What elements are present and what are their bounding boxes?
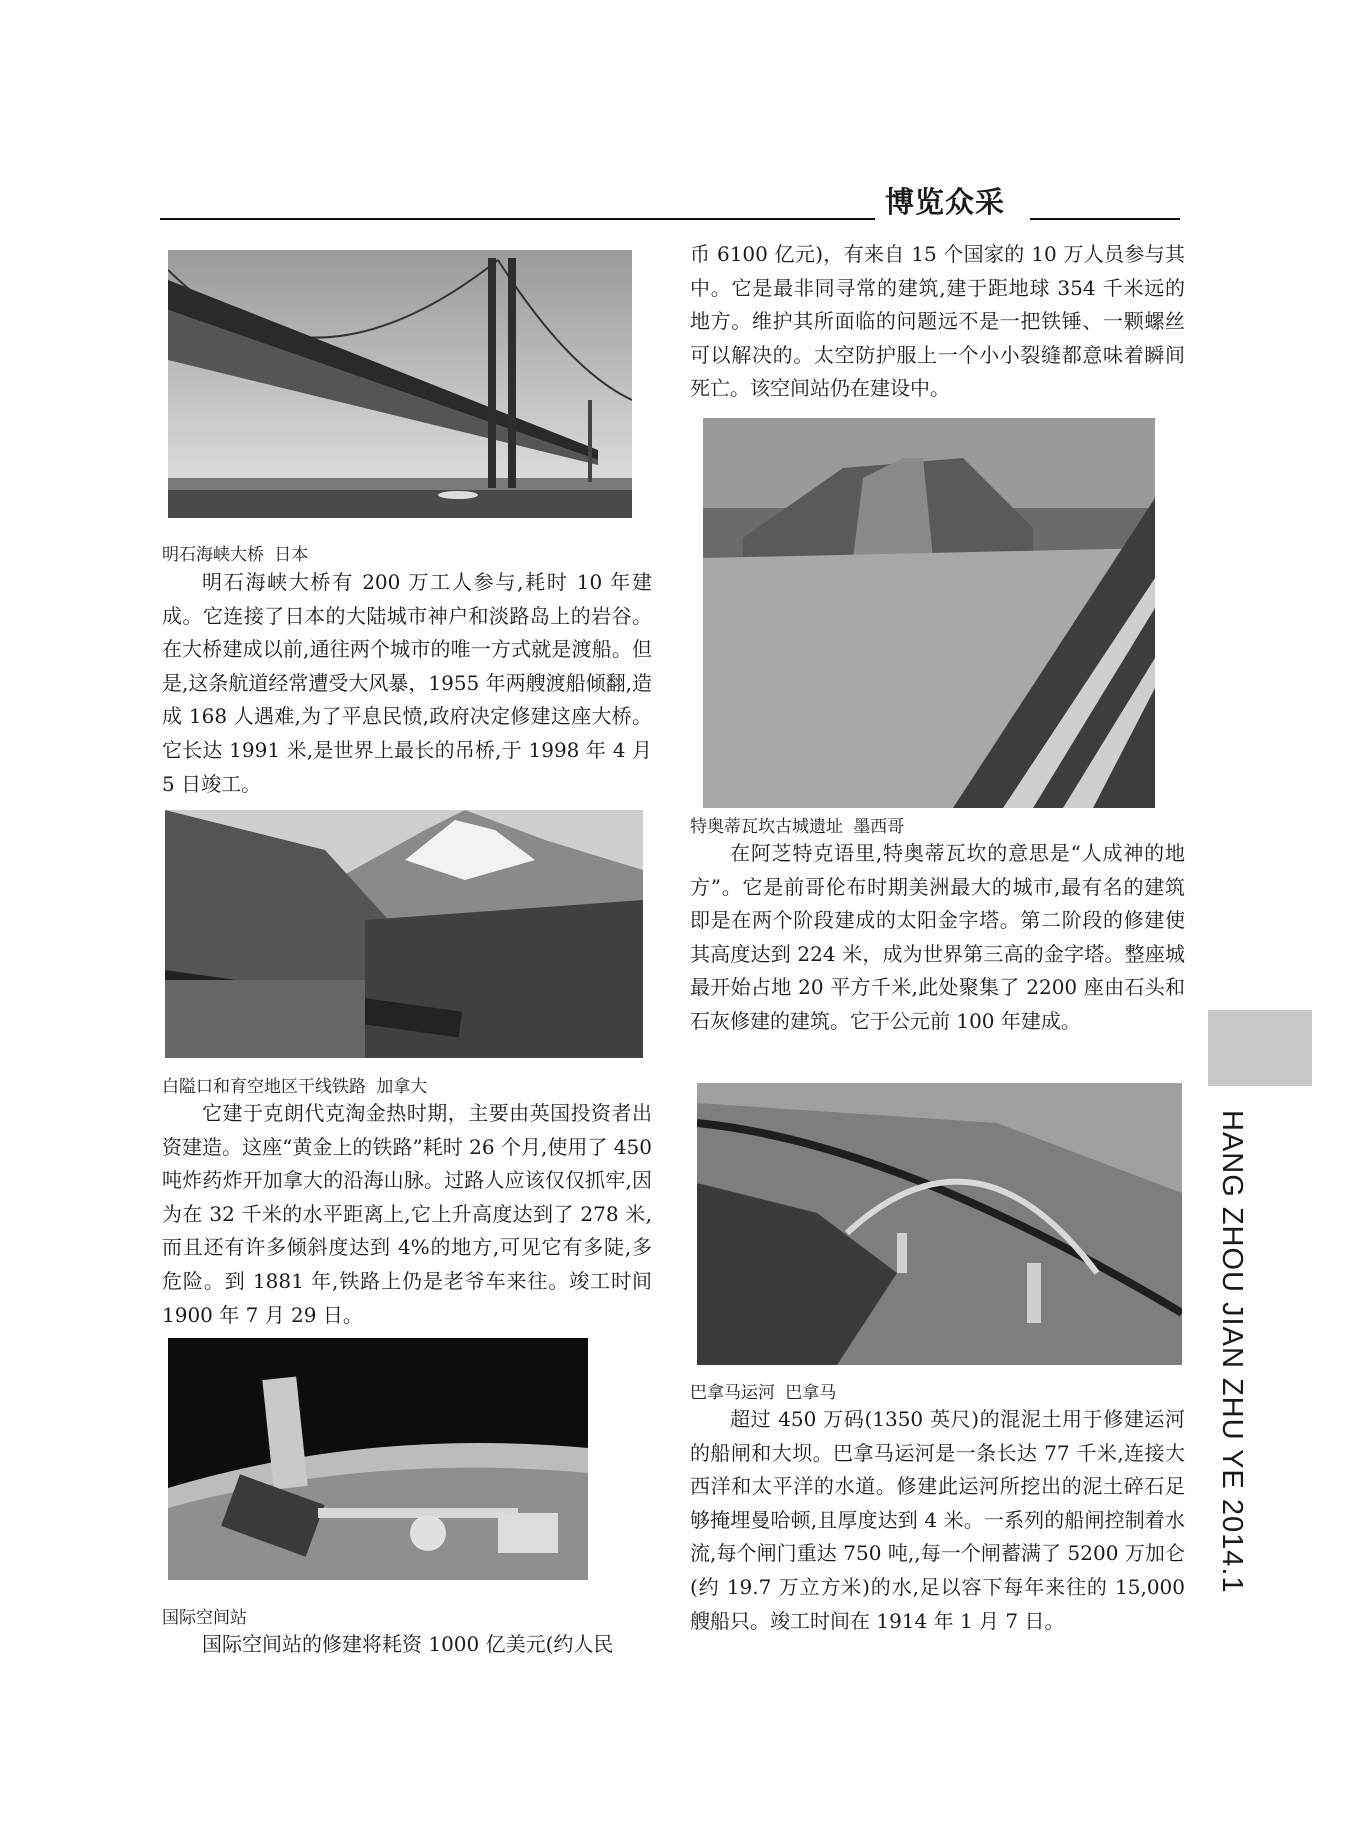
section-title: 博览众采: [884, 185, 1005, 219]
akashi-text: 明石海峡大桥有 200 万工人参与,耗时 10 年建成。它连接了日本的大陆城市神户和淡路岛上的岩谷。在大桥建成以前,通往两个城市的唯一方式就是渡船。但是,这条航道经常遭受大风暴，1955 年两艘渡船倾翻,造成 168 人遇难,为了平息民愤,政府决定修建这座大桥。它长达 1991 米,是世界上最长的吊桥,于 1998 年 4 月 5 日竣工。: [162, 570, 652, 796]
railway-photo: [165, 810, 643, 1058]
railway-text: 它建于克朗代克淘金热时期，主要由英国投资者出资建造。这座“黄金上的铁路”耗时 26 个月,使用了 450 吨炸药炸开加拿大的沿海山脉。过路人应该仅仅抓牢,因为在 32 千米的水平距离上,它上升高度达到了 278 米,而且还有许多倾斜度达到 4%的地方,可见它有多陡,多危险。到 1881 年,铁路上仍是老爷车来往。竣工时间 1900 年 7 月 29 日。: [162, 1101, 652, 1327]
railway-caption: 白隘口和育空地区干线铁路 加拿大: [162, 1077, 428, 1097]
teotihuacan-caption: 特奥蒂瓦坎古城遗址 墨西哥: [690, 817, 905, 837]
teotihuacan-text: 在阿芝特克语里,特奥蒂瓦坎的意思是“人成神的地方”。它是前哥伦布时期美洲最大的城市,最有名的建筑即是在两个阶段建成的太阳金字塔。第二阶段的修建使其高度达到 224 米，成为世界第三高的金字塔。整座城最开始占地 20 平方千米,此处聚集了 2200 座由石头和石灰修建的建筑。它于公元前 100 年建成。: [690, 841, 1185, 1033]
iss-caption: 国际空间站: [162, 1608, 247, 1628]
iss-photo: [168, 1338, 588, 1580]
header-rule-right: [1030, 218, 1180, 220]
iss-text: 国际空间站的修建将耗资 1000 亿美元(约人民: [202, 1632, 614, 1656]
header-rule-left: [160, 218, 875, 220]
akashi-bridge-photo: [168, 250, 632, 518]
panama-text: 超过 450 万码(1350 英尺)的混泥土用于修建运河的船闸和大坝。巴拿马运河是一条长达 77 千米,连接大西洋和太平洋的水道。修建此运河所挖出的泥土碎石足够掩埋曼哈顿,且厚度达到 4 米。一系列的船闸控制着水流,每个闸门重达 750 吨,,每一个闸蓄满了 5200 万加仑(约 19.7 万立方米)的水,足以容下每年来往的 15,000 艘船只。竣工时间在 1914 年 1 月 7 日。: [690, 1407, 1185, 1633]
akashi-caption: 明石海峡大桥 日本: [162, 545, 309, 565]
teotihuacan-photo: [703, 418, 1155, 808]
panama-photo: [697, 1083, 1182, 1365]
panama-caption: 巴拿马运河 巴拿马: [690, 1383, 837, 1403]
iss-text-continued: 币 6100 亿元)，有来自 15 个国家的 10 万人员参与其中。它是最非同寻常的建筑,建于距地球 354 千米远的地方。维护其所面临的问题远不是一把铁锤、一颗螺丝可以解决的。太空防护服上一个小小裂缝都意味着瞬间死亡。该空间站仍在建设中。: [690, 242, 1185, 401]
gray-tab-marker: [1208, 1010, 1312, 1086]
side-journal-title: HANG ZHOU JIAN ZHU YE 2014.1: [1216, 1110, 1248, 1594]
